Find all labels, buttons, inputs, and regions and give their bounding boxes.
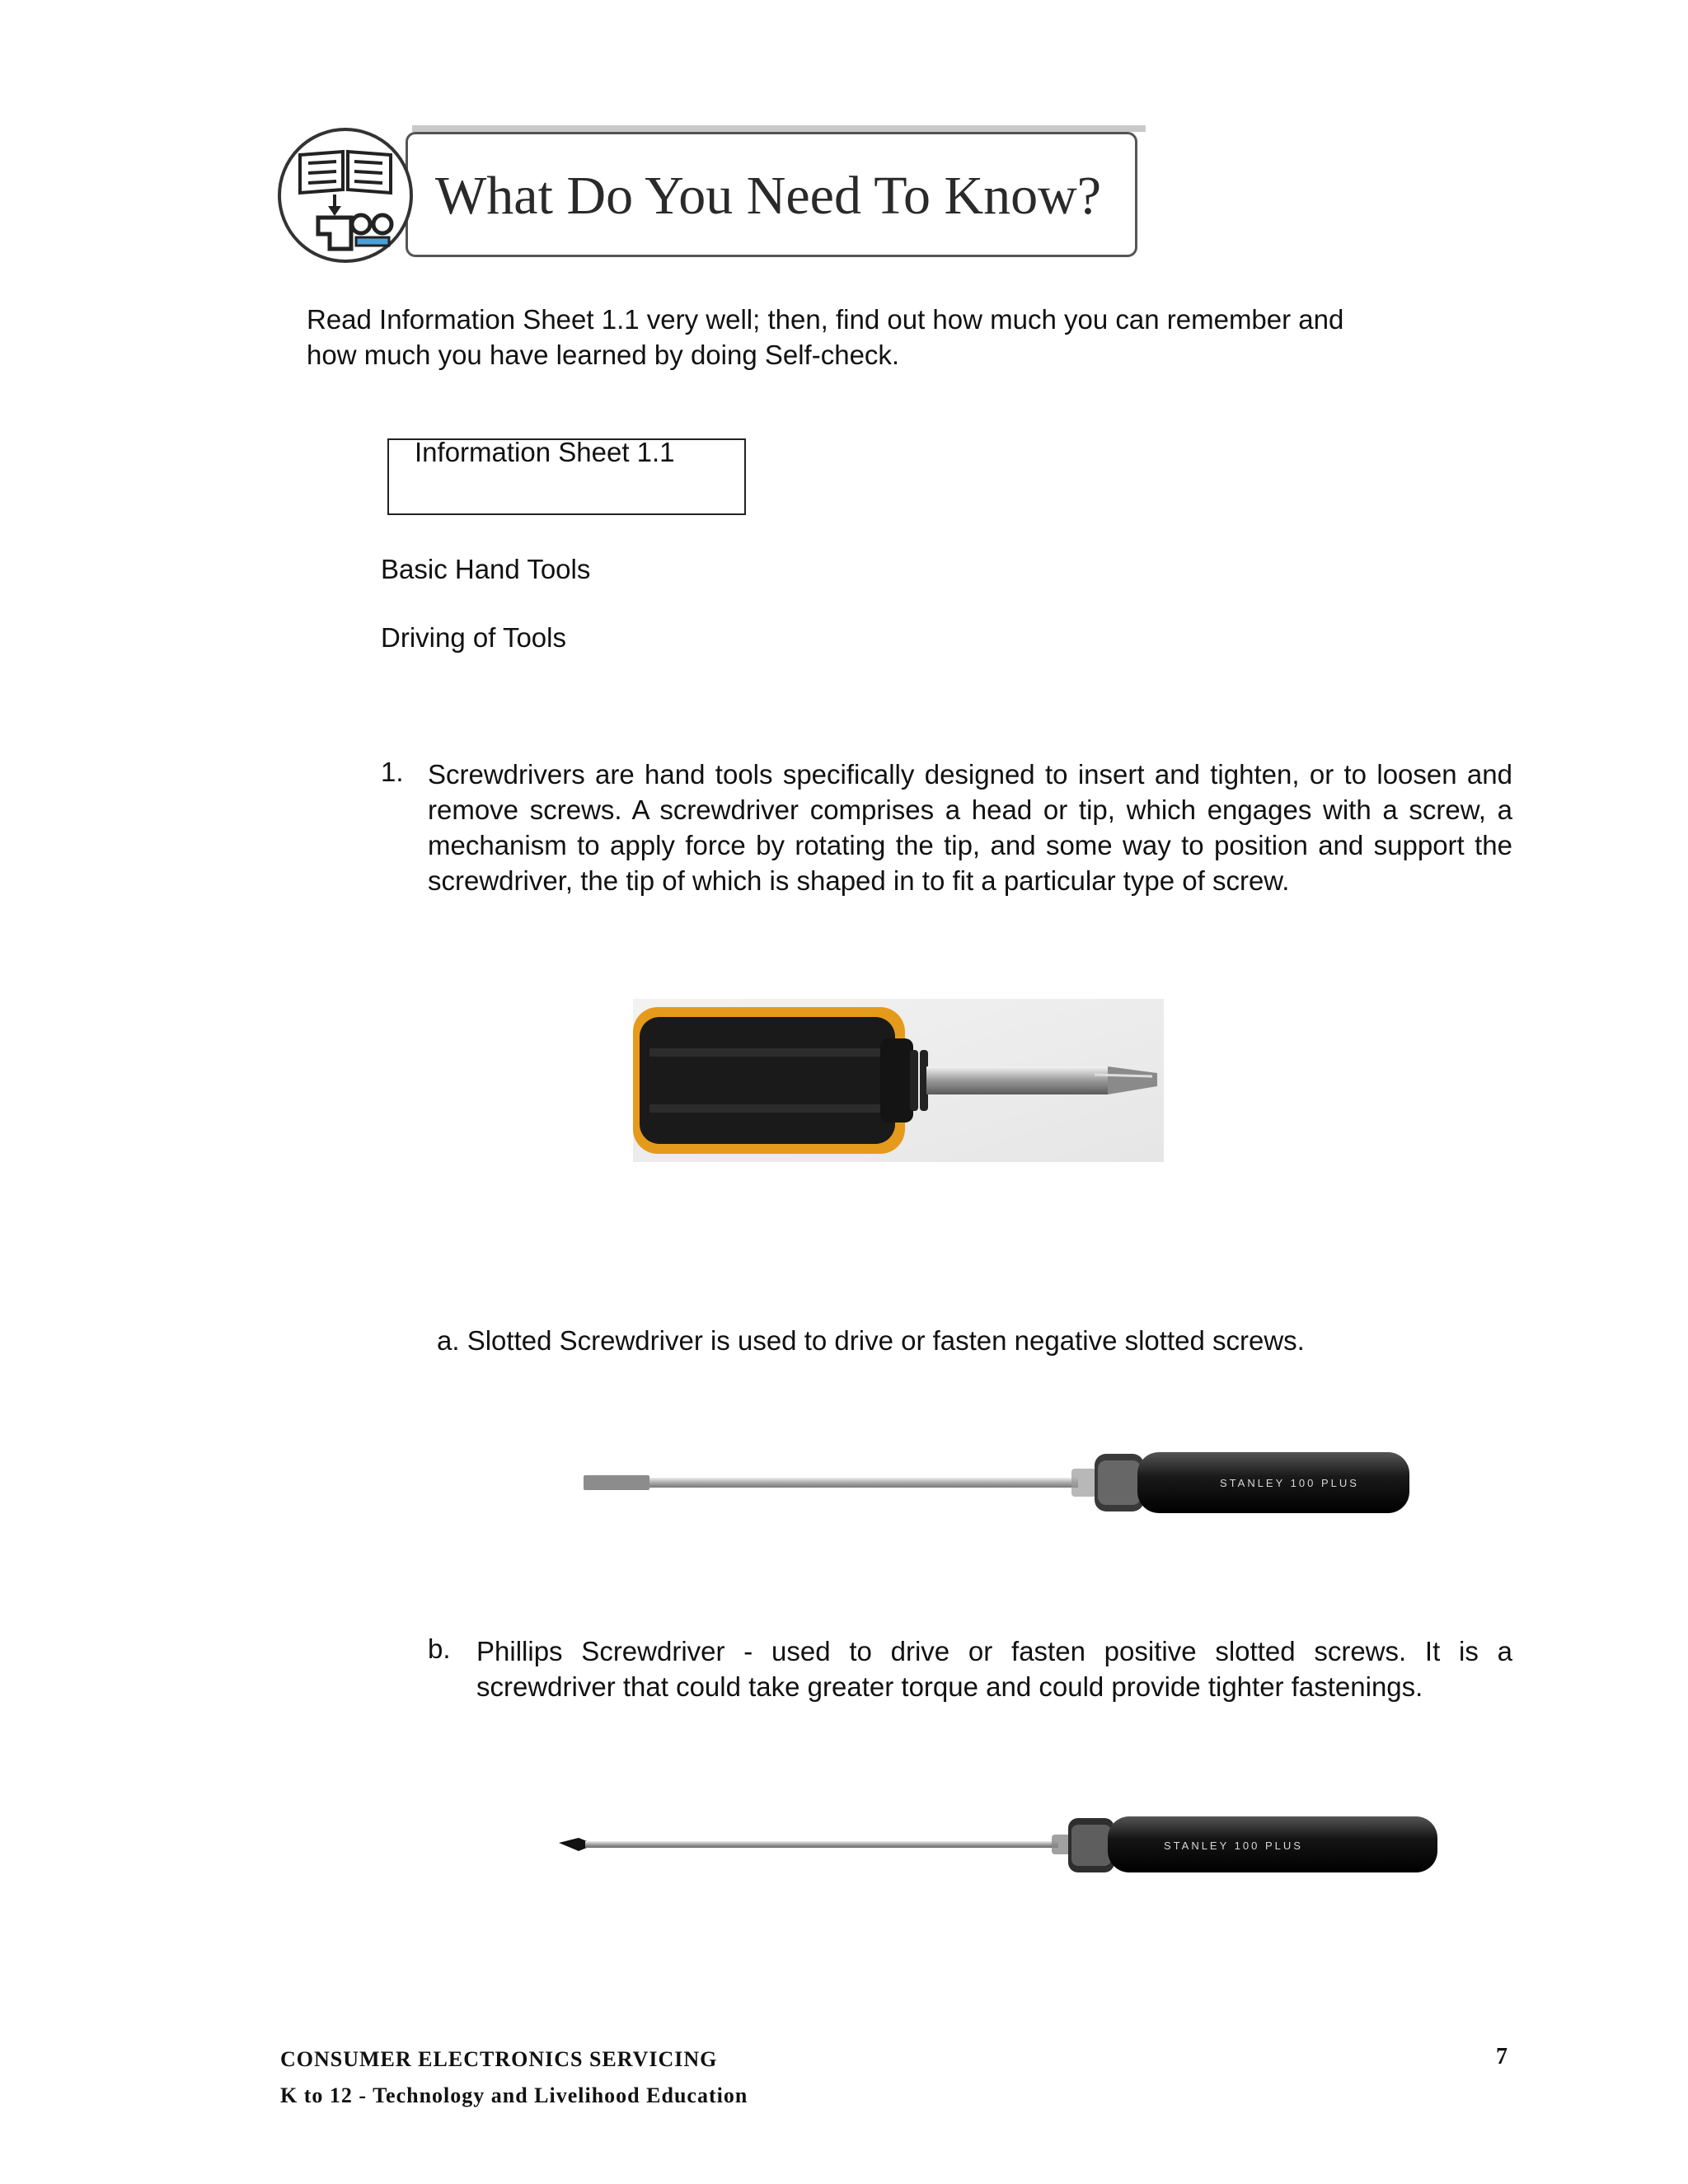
footer-course: CONSUMER ELECTRONICS SERVICING [280,2047,718,2071]
intro-text: Read Information Sheet 1.1 very well; then, find out how much you can remember and how much you have learned by doing Self-check. [307,304,1344,370]
book-reader-icon [275,125,415,265]
page-number: 7 [1496,2044,1507,2069]
screwdriver-closeup-image [633,999,1164,1162]
handle-brand-text: STANLEY 100 PLUS [1164,1840,1303,1852]
sub-item-a-letter: a. [437,1325,460,1356]
item-text: Screwdrivers are hand tools specifically designed to insert and tighten, or to loosen and remove screws. A screwdriver comprises a head or tip, which engages with a screw, a mechanism to apply force by rotating the tip, and some way to position and support the screwdriver, the tip of which is shaped in to fit a particular type of screw. [428,759,1512,896]
banner-strip [412,125,1146,132]
handle-brand-text: STANLEY 100 PLUS [1220,1477,1359,1489]
footer-program: K to 12 - Technology and Livelihood Education [280,2083,748,2107]
sub-item-b-letter: b. [428,1633,451,1664]
sub-item-a [437,1325,1305,1357]
phillips-screwdriver-image [554,1808,1444,1882]
item-number: 1. [381,757,404,787]
sub-item-a-text: Slotted Screwdriver is used to drive or fasten negative slotted screws. [467,1325,1305,1356]
banner-title: What Do You Need To Know? [435,166,1102,226]
section-subtitle: Driving of Tools [381,622,566,653]
section-title: Basic Hand Tools [381,554,591,584]
info-sheet-label: Information Sheet 1.1 [415,437,675,467]
sub-item-b-text: Phillips Screwdriver - used to drive or fasten positive slotted screws. It is a screwdriver that could take greater torque and could provide tighter fastenings. [476,1636,1512,1702]
slotted-screwdriver-image [577,1436,1418,1526]
